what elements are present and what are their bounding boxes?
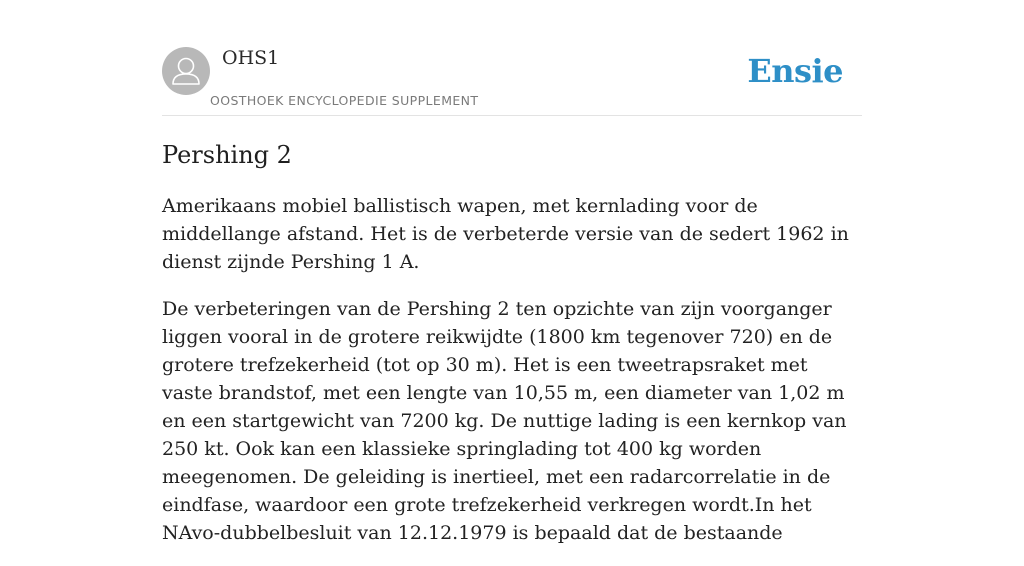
brand-logo[interactable]: Ensie [747,52,843,90]
user-avatar-icon[interactable] [162,47,210,95]
article-paragraph: Amerikaans mobiel ballistisch wapen, met kernlading voor de middellange afstand. Het is de verbeterde versie van de sedert 1962 in dienst zijnde Pershing 1 A. [162,195,849,273]
article-paragraph: De verbeteringen van de Pershing 2 ten opzichte van zijn voorganger liggen vooral in de grotere reikwijdte (1800 km tegenover 720) en de grotere trefzekerheid (tot op 30 m). Het is een tweetrapsraket met vaste brandstof, met een lengte van 10,55 m, een diameter van 1,02 m en een startgewicht van 7200 kg. De nuttige lading is een kernkop van 250 kt. Ook kan een klassieke springlading tot 400 kg worden meegenomen. De geleiding is inertieel, met een radarcorrelatie in de eindfase, waardoor een grote trefzekerheid verkregen wordt.In het NAvo-dubbelbesluit van 12.12.1979 is bepaald dat de bestaande [162,298,847,544]
article-title: Pershing 2 [162,141,292,169]
article-header [162,46,862,116]
author-name[interactable]: OHS1 [222,47,280,69]
header-divider [162,115,862,116]
source-name[interactable]: OOSTHOEK ENCYCLOPEDIE SUPPLEMENT [210,93,479,108]
article-body [162,192,864,566]
